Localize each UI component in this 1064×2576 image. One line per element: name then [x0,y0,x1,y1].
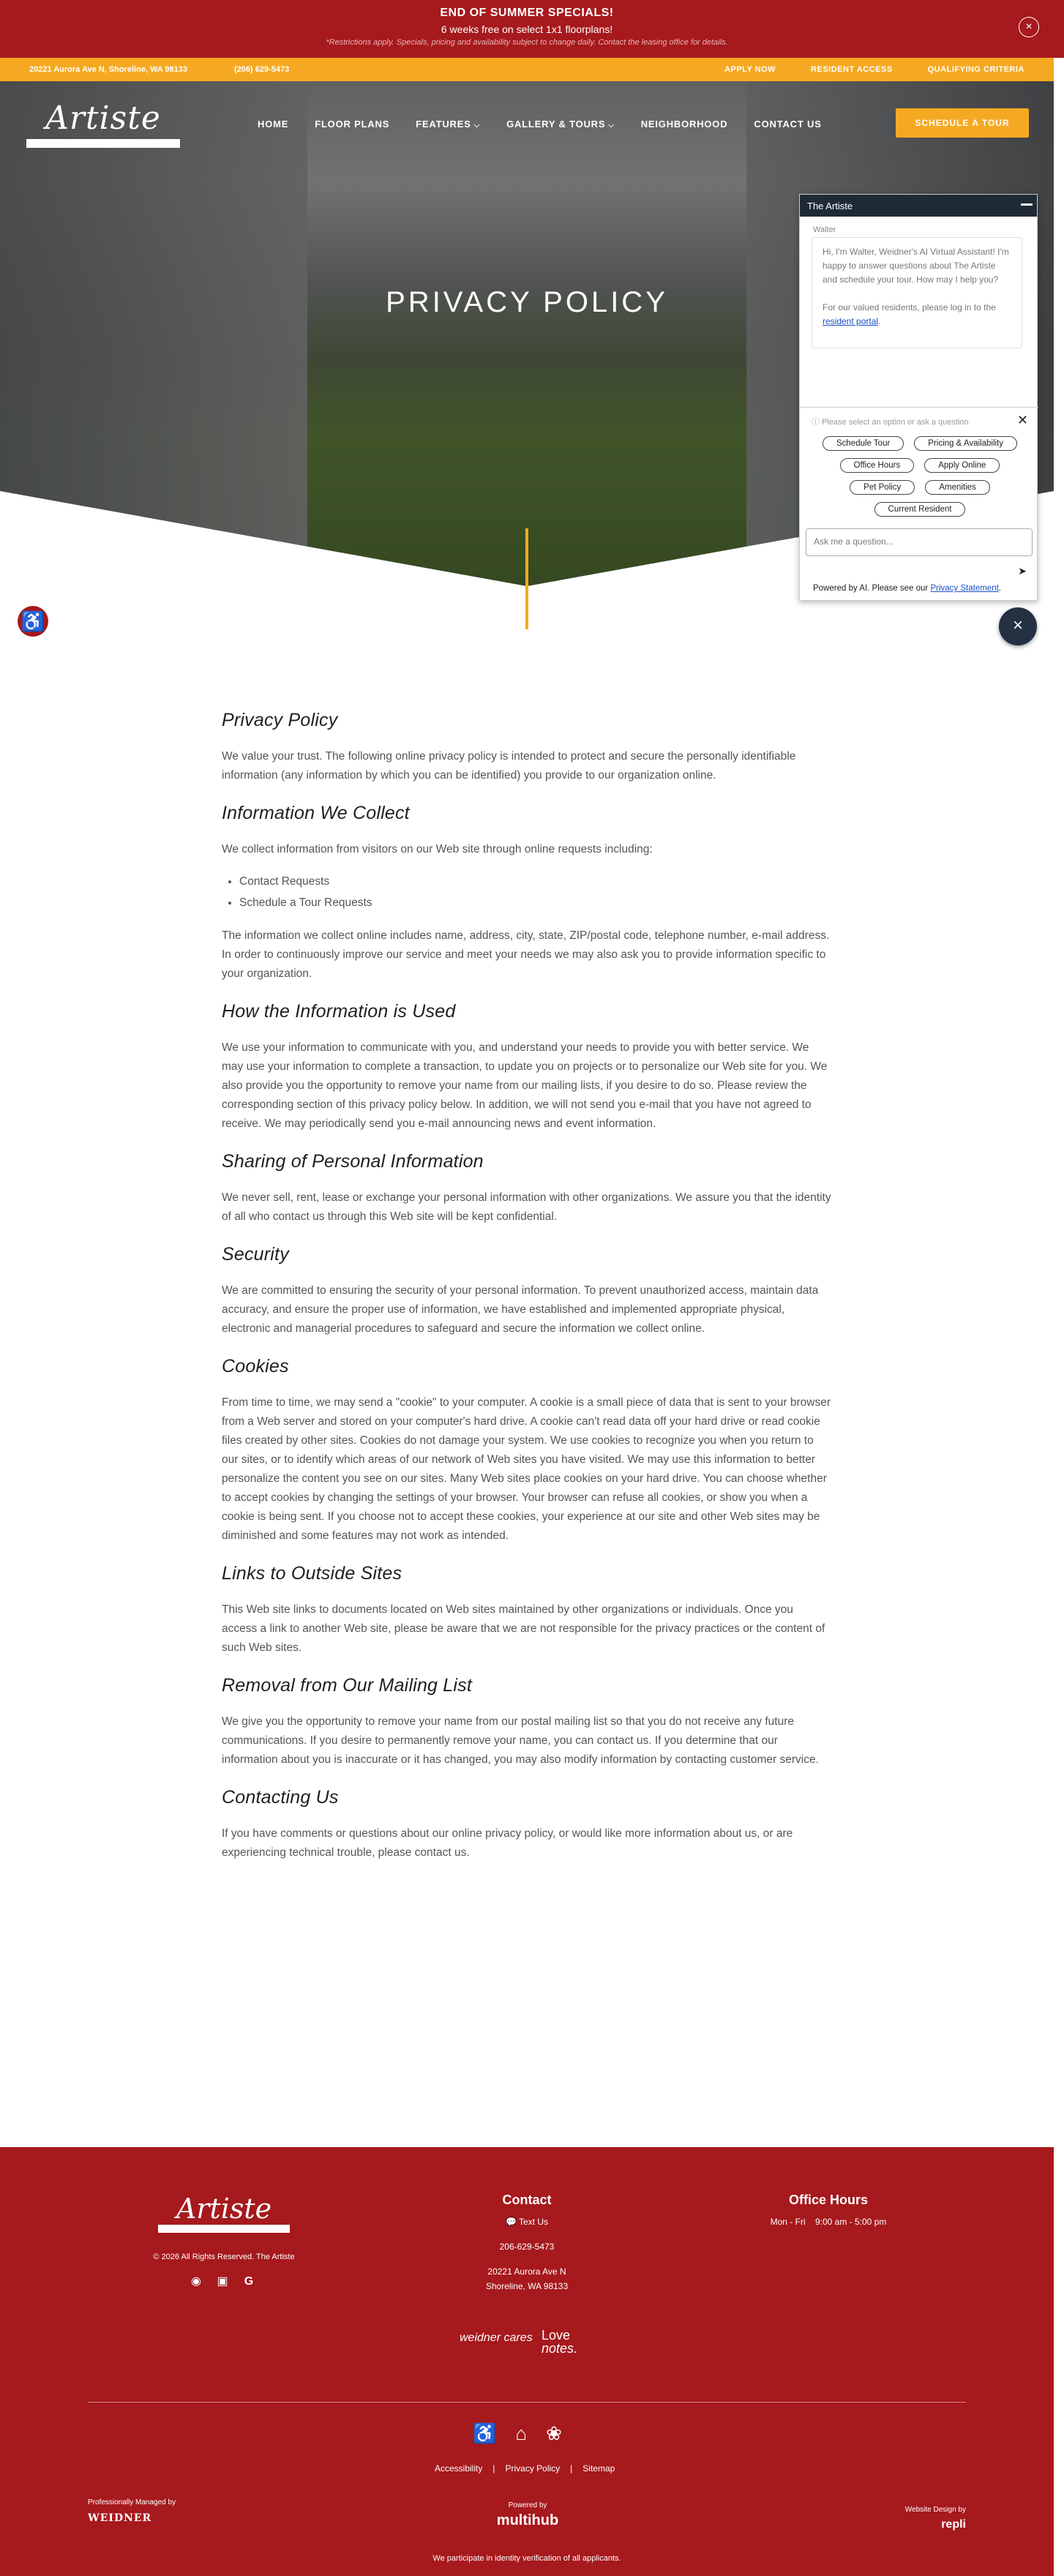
section-heading: Information We Collect [222,803,410,823]
social-links [190,2276,255,2288]
footer-logo[interactable] [158,2193,290,2234]
sitemap-link[interactable]: Sitemap [582,2463,615,2474]
love-notes-line1: Love [542,2328,571,2343]
section-heading: Security [222,1244,289,1265]
section-information-we-collect [222,803,831,984]
top-bar [0,58,1054,81]
section-paragraph: We are committed to ensuring the security of your personal information. To prevent unauthorized access, maintain data accuracy, and ensure the proper use of information, we have established and implemented appropriate physical, electronic and managerial procedures to safeguard and secure the information we collect online. [222,1284,819,1335]
hours-row [733,2214,923,2229]
nav-features[interactable] [416,119,480,130]
section-heading: Contacting Us [222,1787,339,1808]
topbar-links [724,65,1024,74]
chat-greeting: Hi, I'm Walter, Weidner's AI Virtual Assistant! I'm happy to answer questions about The Artiste and schedule your tour. How may I help you? [823,247,1009,285]
instagram-icon[interactable]: ▣ [217,2275,228,2288]
text-us-label: Text Us [519,2217,549,2227]
weidner-logo: WEIDNER [88,2512,152,2524]
chip-pet-policy[interactable]: Pet Policy [850,480,915,495]
privacy-statement-link[interactable]: Privacy Statement [930,584,999,593]
nav-neighborhood[interactable]: NEIGHBORHOOD [640,119,728,130]
link-separator: | [492,2463,495,2474]
list-item: • Schedule a Tour Requests [239,892,831,913]
chat-close-button[interactable]: × [999,607,1037,645]
promo-disclaimer: *Restrictions apply. Specials, pricing and availability subject to change daily. Contact the leasing office for details. [326,38,728,47]
list-item: • Contact Requests [239,871,831,892]
section-privacy-policy [222,710,831,785]
chip-current-resident[interactable]: Current Resident [874,502,966,517]
section-mailing-list [222,1675,831,1770]
love-notes-logo[interactable] [542,2329,577,2355]
section-outside-links [222,1563,831,1658]
section-paragraph: This Web site links to documents located on Web sites maintained by other organizations or individuals. Once you access a link to another Web site, please be aware that we are not responsible for the privacy practices or the content of such Web sites. [222,1603,825,1654]
link-separator: | [570,2463,573,2474]
nav-contact[interactable]: CONTACT US [754,119,822,130]
section-paragraph: We value your trust. The following online privacy policy is intended to protect and secure the personally identifiable information (any information by which you can be identified) you provide to our organization online. [222,750,796,782]
section-heading: Removal from Our Mailing List [222,1675,473,1696]
accessibility-link[interactable]: Accessibility [435,2463,483,2474]
footer-phone[interactable]: 206-629-5473 [499,2242,555,2252]
facebook-icon[interactable]: ◉ [191,2275,201,2288]
chat-input[interactable]: Ask me a question... [806,528,1033,556]
qualifying-criteria-link[interactable]: QUALIFYING CRITERIA [927,65,1024,74]
promo-close-button[interactable]: × [1019,17,1039,37]
weidner-cares-logo[interactable]: weidner cares [460,2332,533,2344]
nav-features-label: FEATURES [416,119,471,130]
chip-office-hours[interactable]: Office Hours [840,458,915,473]
text-us-link[interactable] [454,2214,600,2229]
privacy-policy-link[interactable]: Privacy Policy [505,2463,561,2474]
section-contacting-us [222,1787,831,1862]
nav-home[interactable]: HOME [258,119,289,130]
chip-schedule-tour[interactable]: Schedule Tour [823,436,904,451]
hero-title: PRIVACY POLICY [386,286,668,318]
powered-by-label: Powered by [508,2501,547,2509]
section-paragraph: From time to time, we may send a "cookie" to your computer. A cookie is a small piece of data that is sent to your browser from a Web server and stored on your computer's hard drive. A cookie can't read data off your hard drive or read cookie files created by other sites. Cookies do not damage your system. We use cookies to recognize you when you return to our sites, or to identify which areas of our network of Web sites you have visited. We may use this information to better personalize the content you see on our sites. Many Web sites place cookies on your hard drive. You can choose whether to accept cookies by changing the settings of your browser. Your browser can refuse all cookies, or show you when a cookie is being sent. If you choose not to accept these cookies, your experience at our site and other Web sites may be diminished and some features may not work as intended. [222,1396,831,1542]
section-heading: How the Information is Used [222,1001,456,1022]
chat-dismiss-icon[interactable]: ✕ [1016,413,1028,427]
chevron-down-icon: ⌵ [608,121,615,130]
equal-housing-icon: ⌂ [515,2422,528,2444]
chevron-down-icon: ⌵ [473,121,481,130]
chat-quick-replies [804,436,1035,517]
topbar-phone[interactable]: (206) 629-5473 [234,65,290,74]
multihub-logo: multihub [496,2512,559,2528]
hours-days: Mon - Fri [770,2217,806,2227]
love-notes-line2: notes. [542,2341,578,2356]
section-paragraph: We never sell, rent, lease or exchange your personal information with other organizations. We assure you that the identity of all who contact us through this Web site will be kept confidential. [222,1191,831,1223]
chat-resident-prefix: For our valued residents, please log in to the [823,302,996,312]
chat-powered: Powered by AI. Please see our Privacy Statement. [813,584,1001,593]
section-heading: Sharing of Personal Information [222,1151,484,1172]
chat-hint-text: Please select an option or ask a question [822,418,969,427]
accessibility-icon[interactable]: ♿ [18,606,48,637]
footer-hours [733,2193,923,2229]
schedule-tour-button[interactable]: SCHEDULE A TOUR [896,108,1029,138]
pet-paw-icon: ❀ [546,2422,562,2444]
identity-verification-note: We participate in identity verification of all applicants. [432,2554,621,2563]
chat-resident-note: For our valued residents, please log in to the resident portal. [823,302,996,326]
chat-powered-prefix: Powered by AI. Please see our [813,584,929,593]
chat-agent-name: Walter [813,225,836,234]
main-nav [258,119,822,130]
chip-pricing[interactable]: Pricing & Availability [914,436,1017,451]
promo-title: END OF SUMMER SPECIALS! [440,7,614,19]
chip-apply-online[interactable]: Apply Online [924,458,1000,473]
repli-logo: repli [941,2518,966,2531]
contact-heading: Contact [502,2193,552,2207]
section-paragraph: If you have comments or questions about our online privacy policy, or would like more information about us, or are experiencing technical trouble, please contact us. [222,1827,793,1859]
resident-portal-link[interactable]: resident portal [823,316,879,326]
collect-list [239,871,831,913]
topbar-address[interactable]: 20221 Aurora Ave N, Shoreline, WA 98133 [29,65,188,74]
logo-text: Artiste [45,100,161,137]
chat-bubble-icon: 💬 [505,2217,517,2227]
footer-copyright: © 2026 All Rights Reserved. The Artiste [153,2253,295,2261]
design-by-label: Website Design by [904,2506,966,2514]
chat-message [812,237,1022,348]
chat-title: The Artiste [807,201,853,211]
chat-divider [800,407,1038,408]
powered-by[interactable] [480,2501,575,2529]
website-design-by[interactable] [863,2506,966,2531]
nav-floor-plans[interactable]: FLOOR PLANS [315,119,390,130]
section-cookies [222,1356,831,1546]
send-icon[interactable]: ➤ [1018,565,1027,577]
footer [0,2147,1054,2576]
chat-hint: ⓘ Please select an option or ask a question [812,418,969,427]
site-logo[interactable] [26,100,180,149]
section-heading: Cookies [222,1356,289,1377]
section-paragraph: We use your information to communicate with you, and understand your needs to provide you with better service. We may use your information to complete a transaction, to update you on projects or to personalize our Web site for you. We also provide you the opportunity to remove your name from our mailing lists, if you desire to do so. Please review the corresponding section of this privacy policy below. In addition, we will not send you e-mail that you have not agreed to receive. We may periodically send you e-mail announcing news and event information. [222,1041,828,1130]
hours-time: 9:00 am - 5:00 pm [814,2217,887,2227]
section-paragraph: We give you the opportunity to remove your name from our postal mailing list so that you do not receive any future communications. If you desire to permanently remove your name, you can contact us. If you determine that our information about you is inaccurate or it has changed, you may also modify information by contacting customer service. [222,1715,819,1766]
nav-gallery-label: GALLERY & TOURS [506,119,606,130]
chat-widget [799,194,1038,601]
footer-logo-bar [158,2225,290,2233]
wheelchair-icon: ♿ [473,2422,497,2444]
chip-amenities[interactable]: Amenities [925,480,990,495]
section-information-used [222,1001,831,1134]
managed-by-label: Professionally Managed by [88,2498,176,2506]
chat-header [800,195,1037,217]
promo-banner [0,0,1064,58]
footer-address-line1[interactable]: 20221 Aurora Ave N [487,2266,566,2277]
footer-divider [88,2402,966,2403]
footer-badges [473,2422,562,2445]
minimize-icon[interactable] [1021,203,1033,206]
section-heading: Links to Outside Sites [222,1563,402,1584]
resident-access-link[interactable]: RESIDENT ACCESS [811,65,893,74]
section-paragraph: We collect information from visitors on our Web site through online requests including: [222,843,653,855]
managed-by[interactable] [88,2498,176,2524]
promo-subtitle: 6 weeks free on select 1x1 floorplans! [441,23,613,35]
google-icon[interactable]: G [244,2275,254,2288]
policy-content [222,710,831,1880]
footer-contact [454,2193,600,2294]
logo-bar [26,139,180,148]
hours-heading: Office Hours [788,2193,869,2207]
nav-gallery[interactable] [506,119,615,130]
section-paragraph: The information we collect online includes name, address, city, state, ZIP/postal code, telephone number, e-mail address. In order to continuously improve our service and meet your needs we may also ask you to provide information specific to your organization. [222,929,830,980]
section-heading: Privacy Policy [222,710,338,730]
hero-divider-line [525,528,528,629]
section-security [222,1244,831,1338]
apply-now-link[interactable]: APPLY NOW [724,65,776,74]
footer-logo-text: Artiste [176,2193,272,2225]
section-sharing [222,1151,831,1227]
footer-address-line2[interactable]: Shoreline, WA 98133 [485,2281,569,2291]
footer-links [435,2463,615,2474]
